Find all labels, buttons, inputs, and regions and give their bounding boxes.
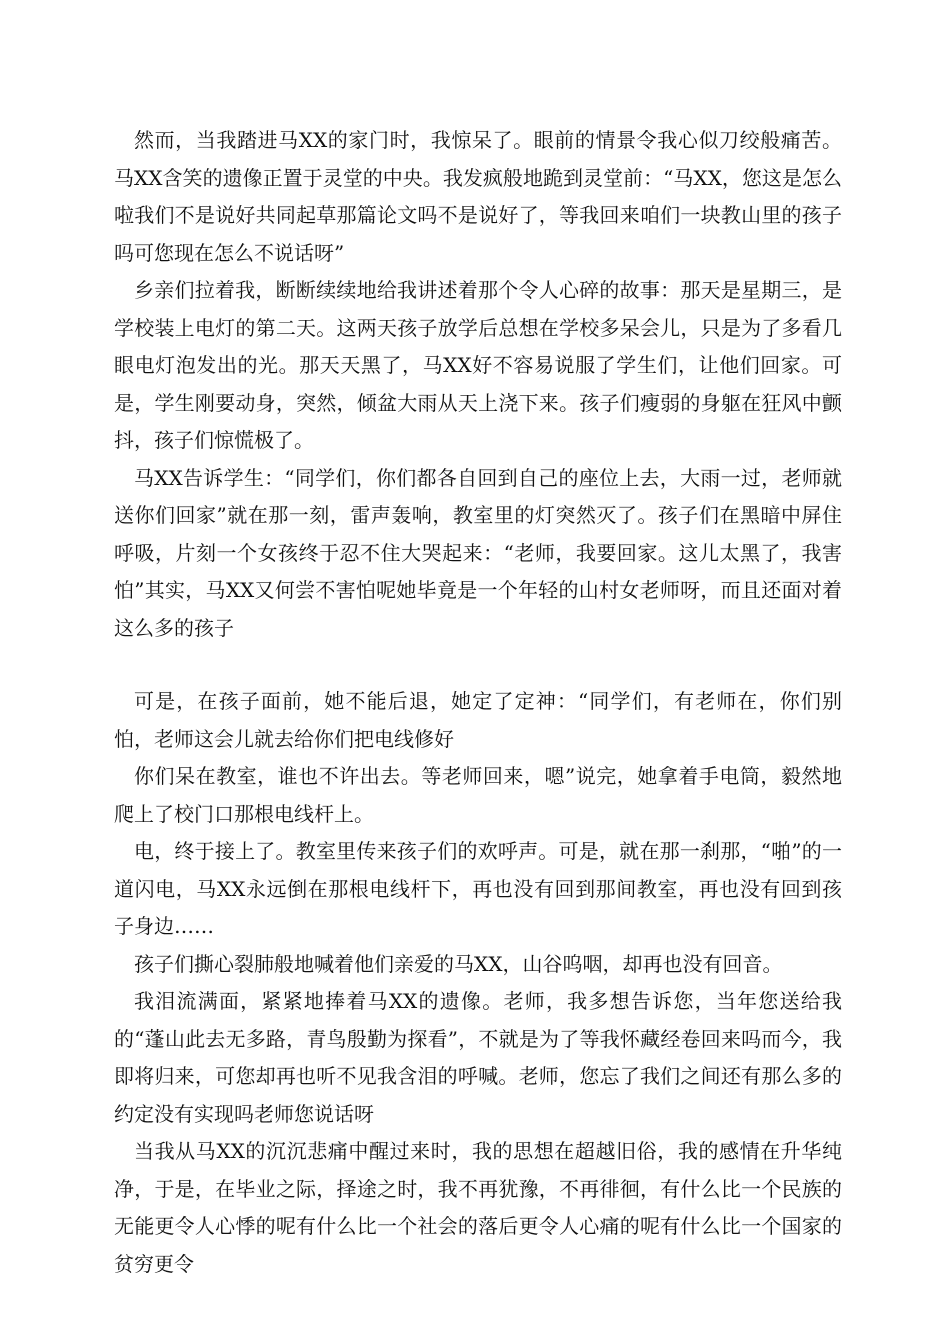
paragraph-3: 马XX告诉学生：“同学们，你们都各自回到自己的座位上去，大雨一过，老师就送你们回家”就在那一刻，雷声轰响，教室里的灯突然灭了。孩子们在黑暗中屏住呼吸，片刻一个女孩终于忍不住大哭起来：“老师，我要回家。这儿太黑了，我害怕”其实，马XX又何尝不害怕呢她毕竟是一个年轻的山村女老师呀，而且还面对着这么多的孩子 (114, 465, 842, 640)
paragraph-1: 然而，当我踏进马XX的家门时，我惊呆了。眼前的情景令我心似刀绞般痛苦。马XX含笑的遗像正置于灵堂的中央。我发疯般地跪到灵堂前：“马XX，您这是怎么啦我们不是说好共同起草那篇论文吗不是说好了，等我回来咱们一块教山里的孩子吗可您现在怎么不说话呀” (114, 128, 842, 265)
paragraph-2: 乡亲们拉着我，断断续续地给我讲述着那个令人心碎的故事：那天是星期三，是学校装上电灯的第二天。这两天孩子放学后总想在学校多呆会儿，只是为了多看几眼电灯泡发出的光。那天天黑了，马XX好不容易说服了学生们，让他们回家。可是，学生刚要动身，突然，倾盆大雨从天上浇下来。孩子们瘦弱的身躯在狂风中颤抖，孩子们惊慌极了。 (114, 278, 842, 452)
paragraph-9: 当我从马XX的沉沉悲痛中醒过来时，我的思想在超越旧俗，我的感情在升华纯净，于是，在毕业之际，择途之时，我不再犹豫，不再徘徊，有什么比一个民族的无能更令人心悸的呢有什么比一个社会的落后更令人心痛的呢有什么比一个国家的贫穷更令 (114, 1139, 842, 1276)
paragraph-6: 电，终于接上了。教室里传来孩子们的欢呼声。可是，就在那一刹那，“啪”的一道闪电，马XX永远倒在那根电线杆下，再也没有回到那间教室，再也没有回到孩子身边…… (114, 839, 842, 938)
document-body (114, 122, 842, 1283)
paragraph-5: 你们呆在教室，谁也不许出去。等老师回来，嗯”说完，她拿着手电筒，毅然地爬上了校门口那根电线杆上。 (114, 764, 842, 826)
paragraph-4: 可是，在孩子面前，她不能后退，她定了定神：“同学们，有老师在，你们别怕，老师这会儿就去给你们把电线修好 (114, 689, 842, 751)
paragraph-7: 孩子们撕心裂肺般地喊着他们亲爱的马XX，山谷呜咽，却再也没有回音。 (134, 951, 783, 976)
paragraph-8: 我泪流满面，紧紧地捧着马XX的遗像。老师，我多想告诉您，当年您送给我的“蓬山此去无多路，青鸟殷勤为探看”，不就是为了等我怀藏经卷回来吗而今，我即将归来，可您却再也听不见我含泪的呼喊。老师，您忘了我们之间还有那么多的约定没有实现吗老师您说话呀 (114, 989, 842, 1126)
